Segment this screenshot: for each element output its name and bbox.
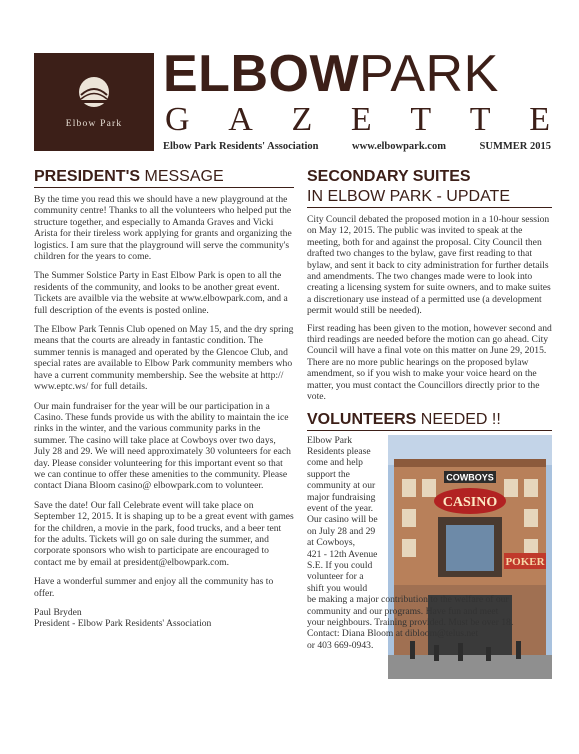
photo-sign-main: CASINO xyxy=(442,494,498,510)
text-line: major fundraising xyxy=(307,491,376,503)
photo-sign-top: COWBOYS xyxy=(446,472,494,482)
masthead-title xyxy=(163,45,499,103)
gazette-letter: T xyxy=(469,101,491,138)
issue-label: SUMMER 2015 xyxy=(479,141,551,152)
paragraph: By the time you read this we should have a new playground at the community centre! Thanks to all the volunteers who helped put the structure together, and especially to Amanda Graves and Vicki Arista for their tireless work applying for grants and organizing the logistics. I am sure that the playground will serve the community's children for the years to come. xyxy=(34,194,292,263)
text-line: 421 - 12th Avenue xyxy=(307,548,378,560)
section-heading: VOLUNTEERS NEEDED !! xyxy=(307,410,552,431)
volunteers-text xyxy=(307,435,552,652)
signature-title: President - Elbow Park Residents' Association xyxy=(34,618,212,630)
website-link[interactable]: www.elbowpark.com xyxy=(352,141,446,152)
text-line: community at our xyxy=(307,480,376,492)
paragraph: Have a wonderful summer and enjoy all the community has to offer. xyxy=(34,576,274,599)
text-line: your neighbours. Training provided. Must be over 18. xyxy=(307,617,514,628)
text-line: Elbow Park xyxy=(307,434,353,446)
paragraph: The Elbow Park Tennis Club opened on May 15, and the dry spring means that the courts are already in fantastic condition. The summer tennis is managed and operated by the Glencoe Club, and special rates are available to Elbow Park community members who have a current community membership. See the website at http:// www.eptc.ws/ for full details. xyxy=(34,324,294,393)
paragraph: City Council debated the proposed motion in a 10-hour session on May 12, 2015. The public was invited to speak at the meeting, both for and against the proposal. City Council then drafted two changes to the bylaw, gave first reading to that bylaw, and sent it back to city administration for further details and amendments. The two changes made were to look into creating a licensing system for suite owners, and to make suites a discretionary use instead of a permitted use (a development permit would still be needed). xyxy=(307,214,551,317)
gazette-letter: E xyxy=(350,101,372,138)
logo-text: Elbow Park xyxy=(65,119,123,129)
gazette-letter: G xyxy=(165,101,190,138)
text-line: on July 28 and 29 xyxy=(307,525,376,537)
text-line: at Cowboys, xyxy=(307,537,355,549)
gazette-letter: A xyxy=(228,101,253,138)
text-line: shift you would xyxy=(307,582,368,594)
masthead-info xyxy=(163,141,551,152)
presidents-message xyxy=(34,167,294,630)
text-line: volunteer for a xyxy=(307,571,364,583)
photo-sign-side: POKER xyxy=(505,555,545,568)
bridge-icon xyxy=(78,75,110,109)
section-heading: SECONDARY SUITES xyxy=(307,168,471,185)
text-line: be making a major contribution to the welfare of our xyxy=(307,594,509,606)
signature-name: Paul Bryden xyxy=(34,607,82,618)
signature xyxy=(34,607,294,630)
text-line: event of the year. xyxy=(307,502,374,514)
text-line: Our casino will be xyxy=(307,514,378,526)
gazette-letter: T xyxy=(410,101,432,138)
gazette-letter: E xyxy=(529,101,550,138)
gazette-letter: Z xyxy=(291,101,313,138)
paragraph: Our main fundraiser for the year will be our participation in a Casino. These funds provide us with the ability to maintain the ice rinks in the winter, and the various community parks in the summer. The casino will take place at Cowboys over two days, July 28 and 29. We will need approximately 30 volunteers for each day. Please consider volunteering for this important event so that we can continue to offer these amenities to the community. Please contact Diana Bloom casino@ elbowpark.com to volunteer. xyxy=(34,400,291,492)
text-line: support the xyxy=(307,468,350,480)
text-line: Contact: Diana Bloom at dibloom@telus.net xyxy=(307,628,479,640)
paragraph: The Summer Solstice Party in East Elbow Park is open to all the residents of the community, and looks to be another great event. Tickets are availble via the website at www.elbowpark.com, and a full description of the events is posted online. xyxy=(34,270,288,316)
right-column xyxy=(307,167,552,675)
text-line: come and help xyxy=(307,457,363,469)
text-line: community and our programs. Have fun and meet xyxy=(307,605,499,617)
paragraph: First reading has been given to the motion, however second and third readings are needed before the motion can go ahead. City Council will have a final vote on this matter on June 29, 2015. There are no more public hearings on the proposed bylaw amendment, so if you wish to make your voice heard on the matter, you must contact the Councillors directly prior to the vote. xyxy=(307,322,552,403)
masthead-title-bold: ELBOW xyxy=(163,45,360,103)
paragraph: Save the date! Our fall Celebrate event will take place on September 12, 2015. It is shaping up to be a great event with games for the children, a movie in the park, food trucks, and a beer tent for the adults. Tickets will go on sale during the summer, and corporate sponsors who wish to participate are encouraged to contact me by email at president@elbowpark.com. xyxy=(34,499,294,568)
section-heading: PRESIDENT'S MESSAGE xyxy=(34,167,294,188)
text-line: or 403 669-0943. xyxy=(307,639,374,651)
masthead-logo xyxy=(34,53,154,151)
masthead-gazette xyxy=(165,101,550,139)
volunteers-body xyxy=(307,435,552,675)
section-subheading: IN ELBOW PARK - UPDATE xyxy=(307,187,552,208)
association-name: Elbow Park Residents' Association xyxy=(163,141,319,152)
text-line: S.E. If you could xyxy=(307,559,373,571)
text-line: Residents please xyxy=(307,445,371,457)
masthead-title-light: PARK xyxy=(359,45,499,103)
